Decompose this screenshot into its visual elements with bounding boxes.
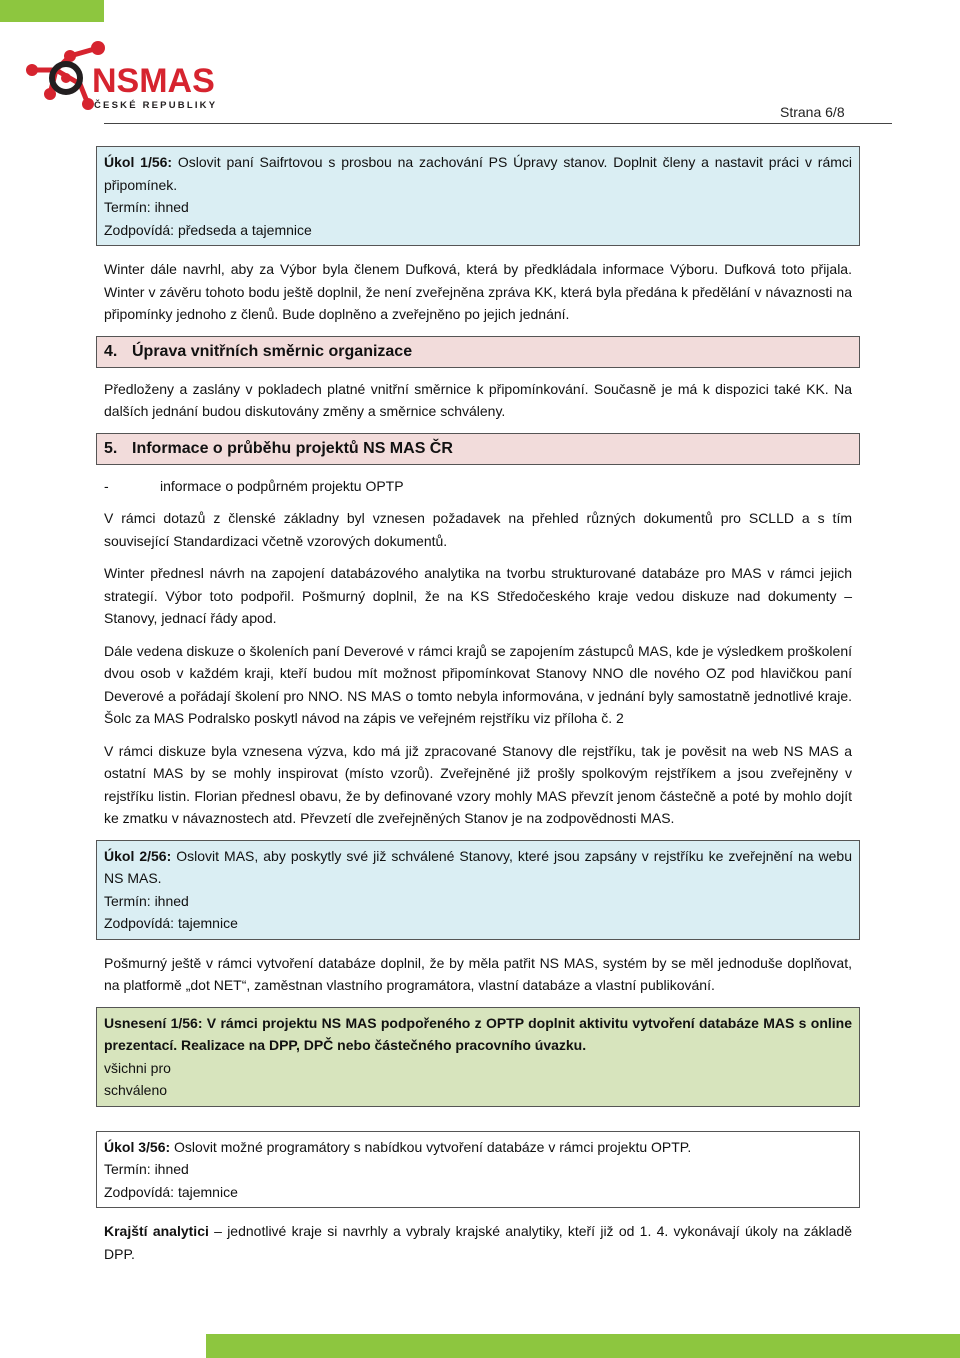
section-4-heading [96,336,860,368]
task-3-description [104,1136,852,1159]
resolution-1-vote: všichni pro [104,1059,171,1076]
paragraph-2: Předloženy a zaslány v pokladech platné vnitřní směrnice k připomínkování. Současně je má k dispozici také KK. Na dalších jednání budou diskutovány změny a směrnice schváleny. [104,380,852,419]
paragraph-7: Pošmurný ještě v rámci vytvoření databáze doplnil, že by měla patřit NS MAS, systém by se měl jednoduše doplňovat, na platformě „dot NET“, zaměstnan vlastního programátora, vlastní databáze a vlastní publikování. [104,954,852,993]
section-4-number: 4. [104,342,118,360]
logo-wordmark: NSMAS [92,62,215,100]
section-5-number: 5. [104,439,118,457]
paragraph-1: Winter dále navrhl, aby za Výbor byla členem Dufková, která by předkládala informace Výboru. Dufková toto přijala. Winter v závěru tohoto bodu ještě doplnil, že není zveřejněna zpráva KK, která byla předána k předělání v návaznosti na připomínky jednoho z členů. Bude doplněno a zveřejněno po jejich jednání. [104,261,852,322]
task-2-label: Úkol 2/56: [104,847,172,864]
task-3-label: Úkol 3/56: [104,1138,171,1155]
section-5-title: Informace o průběhu projektů NS MAS ČR [132,439,453,457]
task-1-description [104,151,852,196]
task-1-label: Úkol 1/56: [104,154,173,170]
paragraph-8 [96,1220,860,1265]
paragraph-3: V rámci dotazů z členské základny byl vznesen požadavek na přehled různých dokumentů pro SCLLD a s tím související Standardizaci včetně vzorových dokumentů. [104,510,852,549]
task-3-responsible: Zodpovídá: tajemnice [104,1183,238,1200]
bullet-text: informace o podpůrném projektu OPTP [160,477,404,494]
resolution-box-1 [96,1007,860,1107]
task-1-deadline: Termín: ihned [104,199,189,215]
task-box-2 [96,840,860,940]
paragraph-8-text: – jednotlivé kraje si navrhly a vybraly krajské analytiky, kteří již od 1. 4. vykonávají úkoly na základě DPP. [104,1223,852,1262]
paragraph-8-label: Krajští analytici [104,1223,209,1239]
task-2-responsible: Zodpovídá: tajemnice [104,915,238,931]
task-box-3 [96,1131,860,1209]
section-5-heading [96,433,860,465]
task-2-text: Oslovit MAS, aby poskytly své již schválené Stanovy, které jsou zapsány v rejstříku ke zveřejnění na webu NS MAS. [104,847,852,886]
task-3-deadline: Termín: ihned [104,1161,189,1177]
paragraph-5: Dále vedena diskuze o školeních paní Deverové v rámci krajů se zapojením zástupců MAS, kde je výsledkem proškolení dvou osob v každém kraji, kteří budou mít možnost připomínkovat Stanovy NNO dle nového OZ pod hlavičkou paní Deverové a pořádají školení pro NNO. NS MAS o tomto nebyla informována, v jednání byly samostatně jednotlivé kraje. Šolc za MAS Podralsko poskytl návod na zápis ve veřejném rejstříku viz příloha č. 2 [104,642,852,726]
bullet-item-optp [96,475,860,498]
task-1-responsible: Zodpovídá: předseda a tajemnice [104,221,312,238]
paragraph-4: Winter přednesl návrh na zapojení databázového analytika na tvorbu strukturované databáze pro MAS v rámci jejich strategií. Výbor toto podpořil. Pošmurný doplnil, že na KS Středočeského kraje vedou diskuze nad dokumenty – Stanovy, jednací řády apod. [104,565,852,626]
header-divider [104,123,892,124]
corner-accent-bar [0,0,104,22]
task-1-text: Oslovit paní Saifrtovou s prosbou na zachování PS Úpravy stanov. Doplnit členy a nastavit práci v rámci připomínek. [104,154,852,193]
task-box-1 [96,146,860,246]
nsmas-logo-graphic [22,40,234,114]
document-body [96,146,860,1275]
bullet-dash: - [104,477,109,494]
section-4-title: Úprava vnitřních směrnic organizace [132,342,413,360]
footer-accent-bar [206,1334,960,1358]
task-3-text: Oslovit možné programátory s nabídkou vytvoření databáze v rámci projektu OPTP. [170,1138,692,1155]
resolution-1-result: schváleno [104,1082,168,1098]
task-2-deadline: Termín: ihned [104,892,189,909]
logo-subtitle: ČESKÉ REPUBLIKY [94,100,218,111]
resolution-1-text: Usnesení 1/56: V rámci projektu NS MAS podpořeného z OPTP doplnit aktivitu vytvoření databáze MAS s online prezentací. Realizace na DPP, DPČ nebo částečného pracovního úvazku. [104,1014,852,1053]
task-2-description [104,845,852,890]
nsmas-logo [22,40,234,114]
page-number: Strana 6/8 [780,104,845,120]
paragraph-6: V rámci diskuze byla vznesena výzva, kdo má již zpracované Stanovy dle rejstříku, tak je pověsit na web NS MAS a ostatní MAS by se mohly inspirovat (místo vzorů). Zveřejněné již prošly spolkovým rejstříkem a jsou zveřejněny v rejstříku listin. Florian přednesl obavu, že by definované vzory mohly MAS převzít jenom částečně a poté by mohlo dojít ke zmatku v návaznostech atd. Převzetí dle zveřejněných Stanov je na zodpovědnosti MAS. [104,742,852,826]
